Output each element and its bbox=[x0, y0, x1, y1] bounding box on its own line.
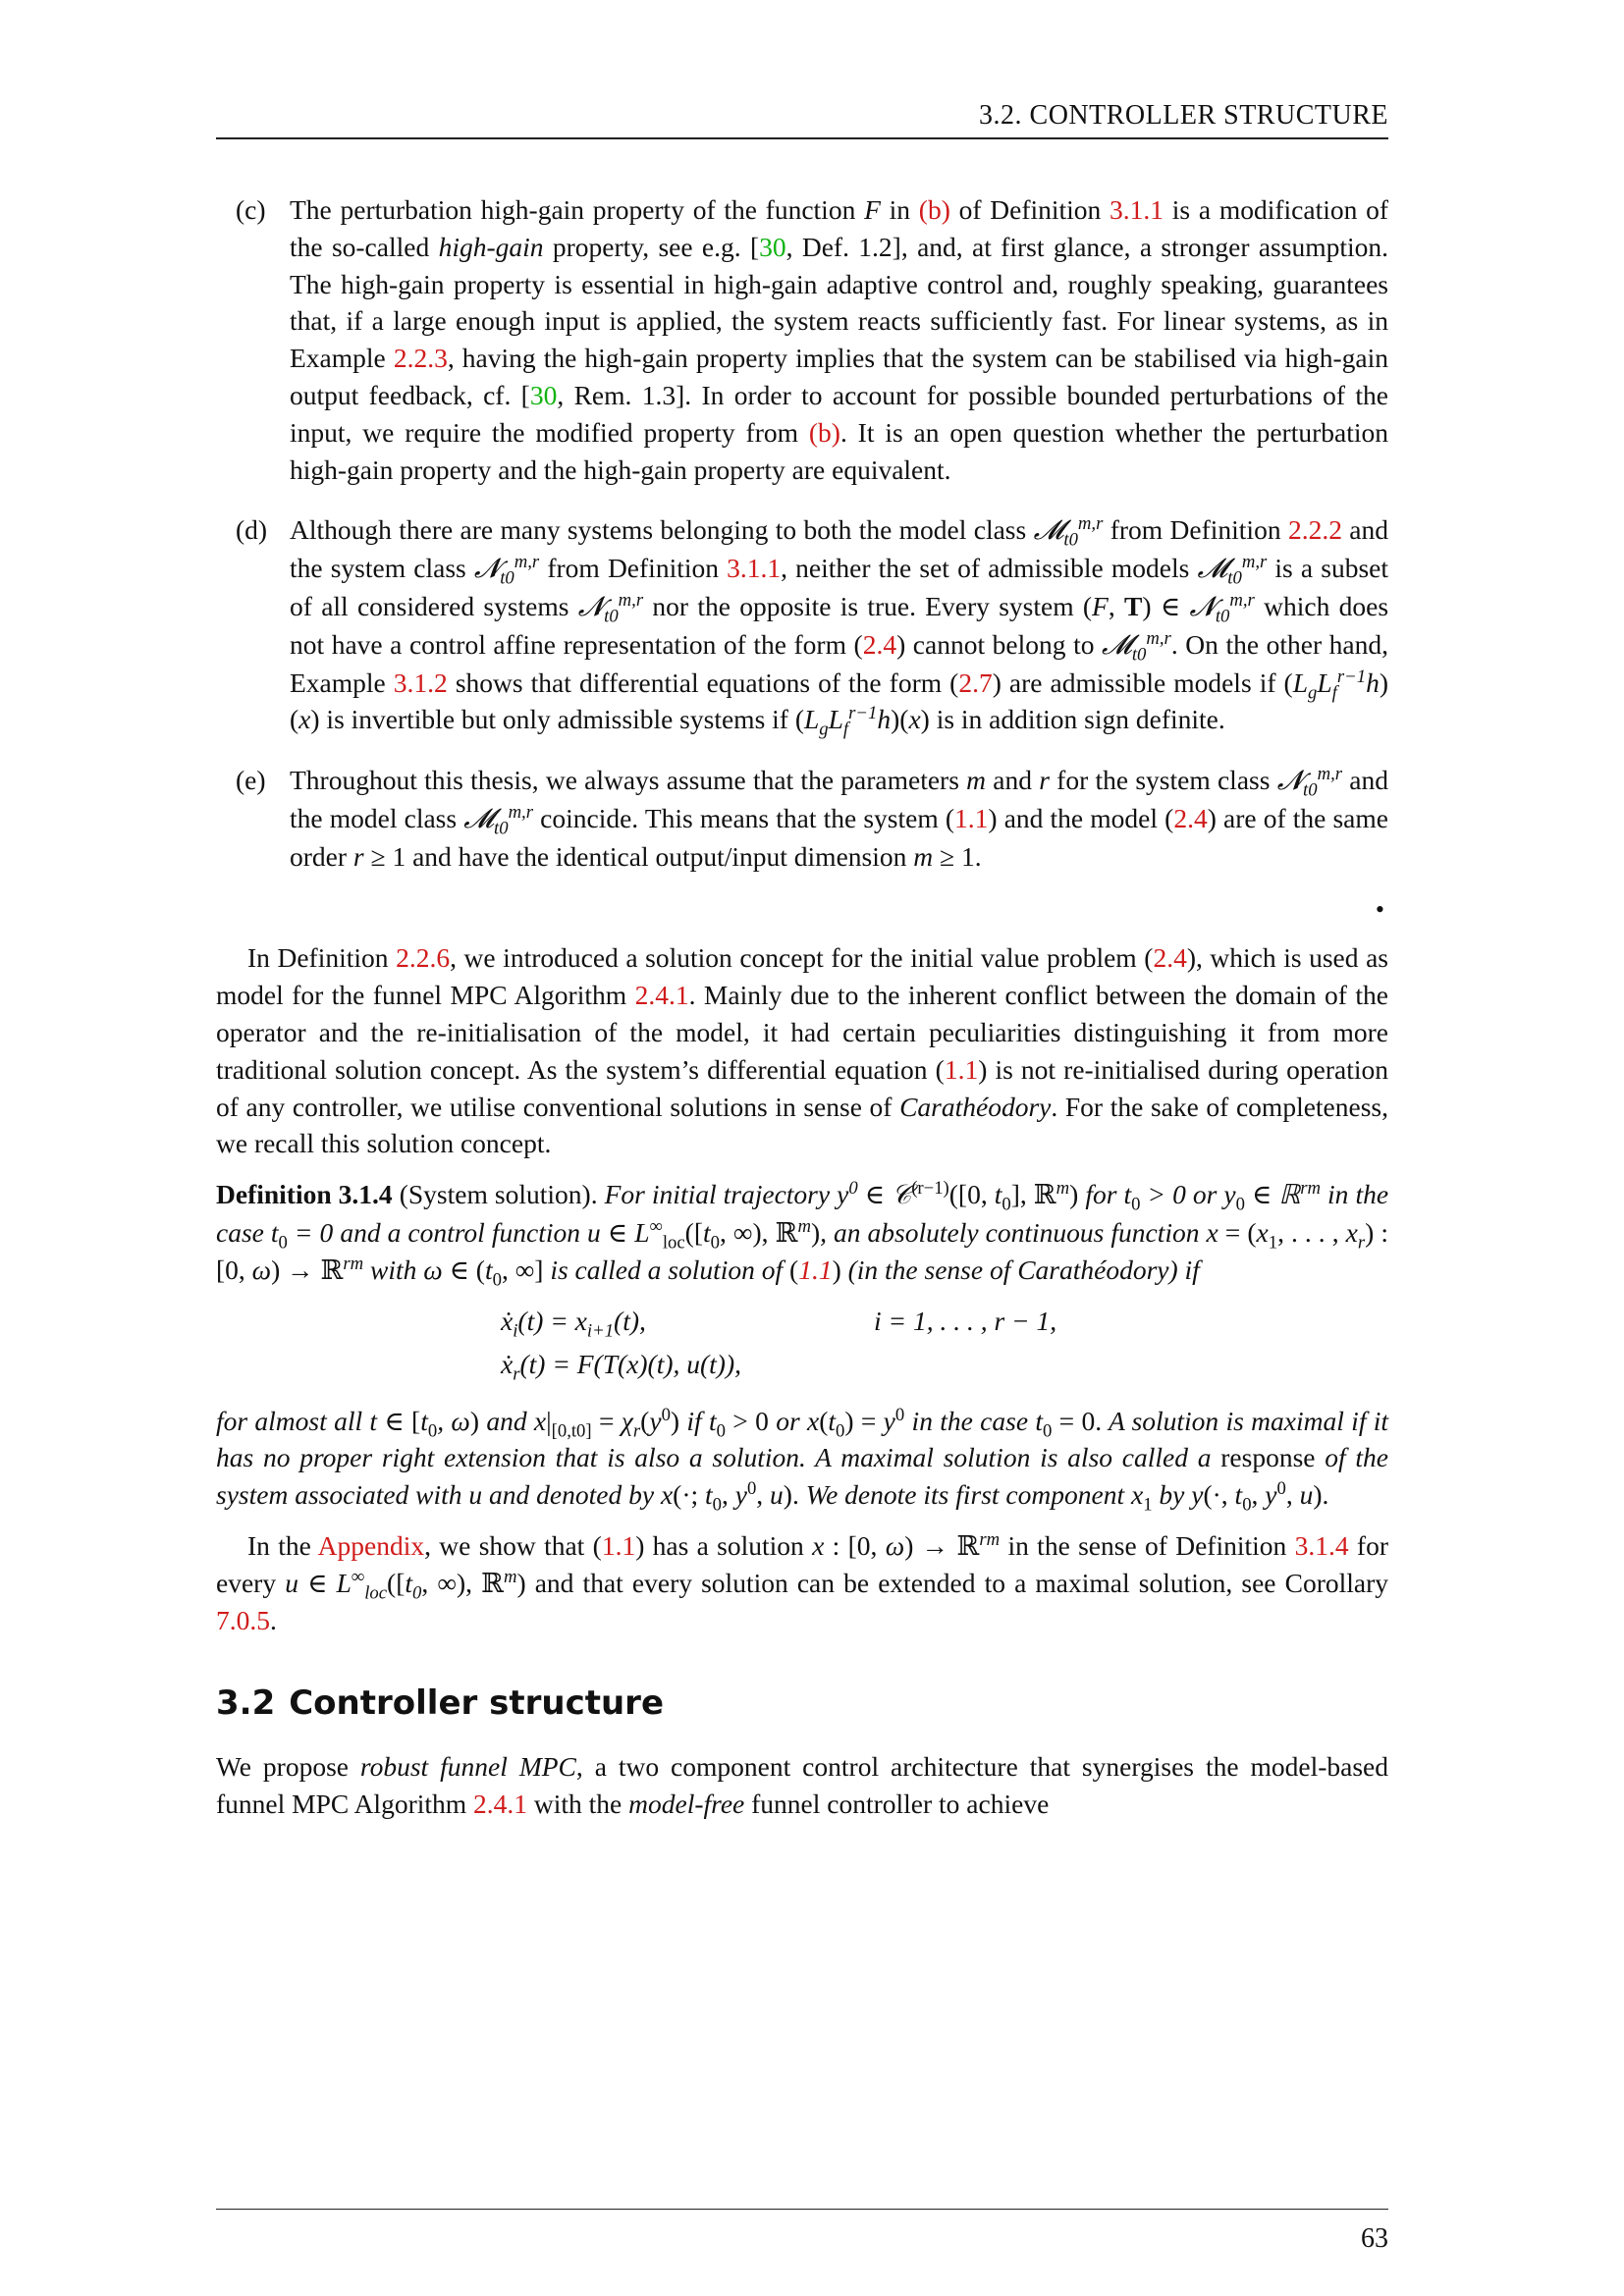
text-run: ) bbox=[469, 1405, 479, 1436]
end-of-remark-bullet: • bbox=[1375, 894, 1384, 924]
text-run: t bbox=[1234, 1479, 1243, 1511]
text-run: In Definition bbox=[247, 942, 397, 974]
text-run: , an absolutely continuous function bbox=[820, 1216, 1207, 1248]
text-run: t0 bbox=[1303, 779, 1318, 801]
text-run: ), which is used as model for the funnel MPC Algorithm bbox=[216, 942, 1388, 1011]
text-run: r bbox=[352, 840, 364, 872]
text-run: 0 bbox=[712, 1494, 722, 1516]
text-run: F bbox=[1092, 590, 1109, 621]
text-run: 𝓝 bbox=[577, 590, 605, 622]
text-run: , bbox=[756, 1479, 771, 1511]
definition-continuation bbox=[216, 1403, 1388, 1514]
text-run: t0 bbox=[494, 818, 509, 839]
text-run: ∈ ℝ bbox=[1244, 1179, 1301, 1210]
text-run: We denote its first component bbox=[798, 1479, 1131, 1511]
remark-item-c bbox=[216, 191, 1388, 488]
text-run: χ bbox=[621, 1405, 633, 1436]
text-run: ∈ bbox=[857, 1179, 893, 1210]
text-run: ( bbox=[819, 1405, 829, 1436]
page-header bbox=[216, 98, 1388, 139]
text-run: and the system class bbox=[290, 514, 1388, 584]
paragraph-appendix bbox=[216, 1527, 1388, 1638]
text-run: with bbox=[363, 1254, 424, 1285]
text-run: , bbox=[1251, 1479, 1266, 1511]
text-run: > 0 or bbox=[1140, 1179, 1224, 1210]
text-run: rm bbox=[343, 1253, 364, 1274]
remark-text bbox=[290, 762, 1388, 875]
text-run: . It is an open question whether the perturbation high-gain property and the high-gain property are equivalent. bbox=[290, 416, 1388, 485]
text-run: x bbox=[806, 1405, 820, 1436]
text-run: in bbox=[880, 194, 919, 225]
text-run: h bbox=[1366, 667, 1380, 698]
text-run: response bbox=[1220, 1442, 1316, 1473]
text-run: m bbox=[1056, 1177, 1070, 1199]
text-run: [0,t0] bbox=[551, 1420, 592, 1442]
text-run: 0 bbox=[661, 1404, 671, 1425]
text-run: t0 bbox=[1131, 644, 1147, 666]
text-run: y bbox=[1191, 1479, 1204, 1511]
text-run: m,r bbox=[508, 801, 534, 823]
text-run: t bbox=[270, 1216, 279, 1248]
text-run: u bbox=[468, 1479, 483, 1511]
text-run: , ∞] bbox=[501, 1254, 544, 1285]
equation-line-2: ẋ$_r$(t) = F(T(x)(t), u(t)), bbox=[501, 1348, 741, 1385]
text-run: ) are admissible models if ( bbox=[992, 667, 1293, 698]
text-run: u bbox=[587, 1216, 601, 1248]
text-run: A solution is maximal if it has no proper right extension that is also a solution. A maximal solution is also called a bbox=[216, 1405, 1389, 1473]
text-run: : [0, bbox=[824, 1529, 886, 1561]
text-run: ) are of the same order bbox=[290, 802, 1388, 872]
text-run: ([ bbox=[387, 1567, 406, 1598]
text-run: 1 bbox=[1268, 1232, 1278, 1254]
text-run: r bbox=[1357, 1232, 1366, 1254]
text-run: from Definition bbox=[1103, 514, 1288, 546]
text-run: ). bbox=[1313, 1479, 1329, 1511]
text-run: T bbox=[1124, 590, 1143, 621]
text-run: x bbox=[812, 1529, 825, 1561]
text-run: (in the sense of Carathéodory) if bbox=[840, 1254, 1200, 1285]
text-run[interactable]: 2.4 bbox=[862, 628, 897, 660]
text-run: if bbox=[679, 1405, 709, 1436]
text-run[interactable]: 1.1 bbox=[601, 1529, 636, 1561]
text-run: for bbox=[1078, 1179, 1124, 1210]
text-run: . For the sake of completeness, we recall this solution concept. bbox=[216, 1091, 1388, 1159]
text-run[interactable]: 7.0.5 bbox=[216, 1604, 270, 1635]
text-run[interactable]: 2.4 bbox=[1173, 802, 1208, 833]
text-run: m bbox=[503, 1566, 517, 1587]
text-run: r bbox=[1039, 765, 1050, 796]
text-run: of Definition bbox=[949, 194, 1110, 225]
text-run: ], ℝ bbox=[1010, 1179, 1056, 1210]
text-run: which does not have a control affine representation of the form ( bbox=[290, 590, 1389, 660]
text-run: )( bbox=[891, 704, 909, 735]
text-run: with the bbox=[527, 1788, 629, 1819]
text-run: t bbox=[405, 1567, 412, 1598]
text-run: , ∞), ℝ bbox=[719, 1216, 798, 1248]
text-run: ). bbox=[783, 1479, 799, 1511]
text-run: and denoted by bbox=[482, 1479, 661, 1511]
text-run[interactable]: 30 bbox=[529, 379, 558, 410]
text-run: )( bbox=[290, 667, 1388, 735]
text-run: high-gain bbox=[438, 231, 544, 262]
text-run: in the case bbox=[216, 1179, 1389, 1248]
text-run: t bbox=[369, 1405, 378, 1436]
text-run: , bbox=[721, 1479, 735, 1511]
text-run: m,r bbox=[514, 552, 540, 573]
text-run: m bbox=[913, 840, 934, 872]
text-run: u bbox=[285, 1567, 298, 1598]
text-run: ) has a solution bbox=[635, 1529, 813, 1561]
text-run: 0 bbox=[492, 1269, 502, 1291]
text-run: 0 bbox=[1276, 1477, 1286, 1499]
text-run: is a subset of all considered systems bbox=[290, 553, 1388, 621]
text-run: x bbox=[1256, 1216, 1269, 1248]
text-run: 0 bbox=[1131, 1194, 1141, 1215]
text-run: x bbox=[298, 704, 311, 735]
text-run: for the system class bbox=[1049, 765, 1277, 796]
paragraph-solution-concept bbox=[216, 939, 1388, 1162]
text-run: ) bbox=[1069, 1179, 1079, 1210]
text-run[interactable]: 1.1 bbox=[798, 1254, 833, 1285]
text-run[interactable]: 2.4.1 bbox=[634, 980, 689, 1011]
text-run: ) = bbox=[844, 1405, 884, 1436]
text-run: is a modification of the so-called bbox=[290, 194, 1389, 262]
text-run: ) ∈ bbox=[1142, 590, 1190, 621]
text-run[interactable]: 2.7 bbox=[958, 667, 993, 698]
text-run: 0 bbox=[710, 1232, 720, 1254]
text-run[interactable]: 1.1 bbox=[954, 802, 989, 833]
definition-after-text bbox=[216, 1404, 1389, 1516]
text-run: ) : [0, bbox=[216, 1216, 1388, 1285]
text-run[interactable]: 3.1.1 bbox=[727, 553, 782, 584]
text-run: y bbox=[1223, 1179, 1236, 1210]
text-run: t0 bbox=[1215, 606, 1230, 627]
text-run: nor the opposite is true. Every system ( bbox=[643, 590, 1093, 621]
text-run: ω bbox=[251, 1254, 272, 1285]
text-run: ∈ ( bbox=[442, 1254, 485, 1285]
text-run: 0 bbox=[1001, 1194, 1011, 1215]
text-run: u bbox=[1299, 1479, 1314, 1511]
text-run: u bbox=[770, 1479, 784, 1511]
text-run: , ∞), ℝ bbox=[421, 1567, 504, 1598]
text-run: , bbox=[1108, 590, 1125, 621]
text-run: ) bbox=[832, 1254, 841, 1285]
remark-label: (c) bbox=[236, 194, 266, 225]
text-run: ∈ [ bbox=[377, 1405, 421, 1436]
text-run: m,r bbox=[1317, 764, 1343, 784]
text-run: L bbox=[634, 1216, 650, 1248]
text-run: and the model class bbox=[290, 765, 1388, 833]
text-run: 𝓜 bbox=[1102, 628, 1132, 661]
text-run: L bbox=[828, 704, 843, 735]
text-run: rm bbox=[979, 1528, 1001, 1550]
text-run: x bbox=[533, 1405, 547, 1436]
text-run: for every bbox=[216, 1529, 1388, 1598]
text-run: y bbox=[649, 1405, 662, 1436]
text-run: . bbox=[270, 1604, 277, 1635]
text-run: F bbox=[864, 194, 881, 225]
text-run: 0 bbox=[1235, 1194, 1245, 1215]
text-run: 0 bbox=[894, 1404, 905, 1425]
text-run: ∞ bbox=[351, 1566, 365, 1587]
text-run: 0 bbox=[1043, 1420, 1053, 1442]
text-run[interactable]: 1.1 bbox=[944, 1053, 979, 1085]
definition-name: (System solution). bbox=[399, 1179, 598, 1210]
text-run: . Mainly due to the inherent conflict between the domain of the operator and the re-initialisation of the model, it had certain peculiarities distinguishing it from more traditional solution concept. As the system’s differential equation ( bbox=[216, 980, 1388, 1085]
text-run: ( bbox=[789, 1254, 799, 1285]
text-run: y bbox=[837, 1179, 849, 1210]
text-run: y bbox=[734, 1479, 747, 1511]
text-run: ( bbox=[640, 1405, 650, 1436]
text-run[interactable]: 2.4 bbox=[1153, 942, 1187, 974]
text-run: ) cannot belong to bbox=[896, 628, 1103, 660]
section-number: 3.2 bbox=[216, 1683, 276, 1724]
text-run: , having the high-gain property implies that the system can be stabilised via high-gain output feedback, cf. [ bbox=[290, 343, 1388, 410]
text-run: in the sense of Definition bbox=[1000, 1529, 1295, 1561]
text-run: , Def. 1.2], and, at first glance, a stronger assumption. The high-gain property is essential in high-gain adaptive control and, roughly speaking, guarantees that, if a large enough input is applied, the system reacts sufficiently fast. For linear systems, as in Example bbox=[290, 231, 1388, 374]
text-run: t0 bbox=[500, 567, 514, 589]
text-run: , bbox=[1285, 1479, 1300, 1511]
text-run: t bbox=[994, 1179, 1002, 1210]
text-run[interactable]: 3.1.4 bbox=[1294, 1529, 1349, 1561]
text-run: f bbox=[842, 719, 849, 740]
text-run: In the bbox=[247, 1529, 318, 1561]
text-run: L bbox=[1317, 667, 1332, 698]
text-run: m,r bbox=[1229, 589, 1255, 611]
text-run: and bbox=[986, 765, 1040, 796]
text-run: of the system associated with bbox=[216, 1442, 1388, 1511]
text-run: g bbox=[1308, 682, 1318, 704]
text-run: r−1 bbox=[1336, 666, 1367, 687]
text-run: m bbox=[966, 765, 987, 796]
text-run: x bbox=[1345, 1216, 1358, 1248]
text-run: ) and that every solution can be extended to a maximal solution, see Corollary bbox=[516, 1567, 1389, 1598]
text-run: , bbox=[437, 1405, 452, 1436]
text-run: = 0 and a control function bbox=[287, 1216, 588, 1248]
text-run: 0 bbox=[716, 1420, 726, 1442]
text-run: in the case bbox=[904, 1405, 1036, 1436]
text-run: 0 bbox=[412, 1582, 422, 1604]
equation-condition: i = 1, . . . , r − 1, bbox=[874, 1305, 1057, 1336]
text-run: . On the other hand, Example bbox=[290, 628, 1389, 698]
text-run: r bbox=[632, 1420, 641, 1442]
text-run: y bbox=[883, 1405, 895, 1436]
text-run: Carathéodory bbox=[899, 1091, 1052, 1122]
text-run: Although there are many systems belonging to both the model class bbox=[290, 514, 1034, 546]
paragraph-robust-funnel-mpc bbox=[216, 1748, 1388, 1823]
text-run: x bbox=[1206, 1216, 1218, 1248]
text-run: ) is in addition sign definite. bbox=[920, 704, 1225, 735]
text-run: ω bbox=[451, 1405, 470, 1436]
text-run[interactable]: 2.2.6 bbox=[396, 942, 451, 974]
text-run: ) is invertible but only admissible systems if ( bbox=[310, 704, 804, 735]
text-run: = ( bbox=[1218, 1216, 1257, 1248]
text-run: m,r bbox=[1077, 513, 1104, 535]
text-run: x bbox=[1130, 1479, 1144, 1511]
text-run: ) → ℝ bbox=[904, 1529, 980, 1561]
text-run: , neither the set of admissible models bbox=[781, 553, 1198, 584]
text-run: t bbox=[420, 1405, 428, 1436]
text-run: 0 bbox=[278, 1232, 288, 1254]
section-title: Controller structure bbox=[289, 1683, 665, 1724]
text-run: , . . . , bbox=[1277, 1216, 1346, 1248]
text-run: from Definition bbox=[539, 553, 728, 584]
text-run: shows that differential equations of the form ( bbox=[447, 667, 959, 698]
text-run: by bbox=[1152, 1479, 1192, 1511]
text-run: L bbox=[1292, 667, 1308, 698]
text-run: funnel controller to achieve bbox=[744, 1788, 1050, 1819]
text-run: 0 bbox=[1242, 1494, 1252, 1516]
text-run: 𝓜 bbox=[1033, 514, 1064, 547]
text-run: is called a solution of bbox=[543, 1254, 790, 1285]
equation-line-1: ẋ$_i$(t) = $x_{i+1}(t)$, bbox=[501, 1305, 646, 1342]
text-run: L bbox=[336, 1567, 352, 1598]
definition-block bbox=[216, 1176, 1389, 1291]
text-run: t bbox=[709, 1405, 717, 1436]
remark-item-e bbox=[216, 762, 1388, 875]
text-run: (·, bbox=[1203, 1479, 1235, 1511]
text-run: ≥ 1. bbox=[933, 840, 982, 872]
text-run: The perturbation high-gain property of the function bbox=[290, 194, 865, 225]
text-run: ([ bbox=[684, 1216, 703, 1248]
text-run: rm bbox=[1300, 1177, 1321, 1199]
text-run: 𝓜 bbox=[463, 802, 495, 834]
text-run: y bbox=[1265, 1479, 1277, 1511]
text-run: 𝒞 bbox=[892, 1179, 912, 1211]
text-run: r−1 bbox=[848, 703, 878, 724]
text-run: ) and the model ( bbox=[988, 802, 1174, 833]
text-run: ) → ℝ bbox=[271, 1254, 344, 1285]
text-run: t0 bbox=[1063, 529, 1078, 551]
text-run: g bbox=[819, 719, 829, 740]
text-run: for almost all bbox=[216, 1405, 370, 1436]
text-run: 0 bbox=[848, 1177, 858, 1199]
text-run: = bbox=[591, 1405, 622, 1436]
page-number: 63 bbox=[1361, 2223, 1388, 2254]
text-run: ω bbox=[885, 1529, 905, 1561]
text-run[interactable]: 2.2.3 bbox=[393, 343, 448, 374]
text-run: f bbox=[1331, 682, 1337, 704]
text-run: 0 bbox=[746, 1477, 757, 1499]
remark-item-d bbox=[216, 511, 1388, 738]
text-run: = 0. bbox=[1052, 1405, 1103, 1436]
text-run: m,r bbox=[1146, 627, 1171, 649]
text-run[interactable]: 2.4.1 bbox=[473, 1788, 528, 1819]
text-run: t bbox=[705, 1479, 713, 1511]
main-content bbox=[216, 191, 1388, 1837]
text-run: ([0, bbox=[948, 1179, 995, 1210]
text-run: (r−1) bbox=[911, 1177, 949, 1199]
text-run: robust funnel MPC bbox=[359, 1751, 576, 1783]
text-run: x bbox=[908, 704, 921, 735]
text-run: 𝓝 bbox=[1276, 765, 1304, 797]
text-run: > 0 bbox=[725, 1405, 769, 1436]
remark-text bbox=[290, 511, 1388, 738]
display-equations bbox=[216, 1303, 1388, 1391]
text-run: ) bbox=[670, 1405, 680, 1436]
text-run: 𝓜 bbox=[1197, 553, 1228, 585]
text-run: 0 bbox=[427, 1420, 438, 1442]
text-run: or bbox=[768, 1405, 807, 1436]
text-run: Throughout this thesis, we always assume that the parameters bbox=[290, 765, 967, 796]
text-run: ω bbox=[423, 1254, 443, 1285]
text-run: loc bbox=[364, 1582, 388, 1604]
text-run: 0 bbox=[836, 1420, 845, 1442]
text-run[interactable]: (b) bbox=[808, 416, 840, 448]
text-run: t0 bbox=[604, 606, 619, 627]
text-run: coincide. This means that the system ( bbox=[533, 802, 955, 833]
text-run: t bbox=[703, 1216, 711, 1248]
section-heading bbox=[216, 1685, 1388, 1723]
text-run: , we show that ( bbox=[424, 1529, 602, 1561]
text-run: 1 bbox=[1143, 1494, 1153, 1516]
text-run: L bbox=[803, 704, 820, 735]
text-run[interactable]: 2.2.2 bbox=[1287, 514, 1342, 546]
running-title: 3.2. CONTROLLER STRUCTURE bbox=[979, 100, 1388, 131]
text-run: t bbox=[484, 1254, 493, 1285]
remark-label: (d) bbox=[236, 514, 268, 546]
text-run: 𝓝 bbox=[1189, 590, 1216, 622]
text-run[interactable]: 3.1.2 bbox=[393, 667, 448, 698]
text-run: h bbox=[877, 704, 892, 735]
text-run: , a two component control architecture that synergises the model-based funnel MPC Algorithm bbox=[216, 1751, 1388, 1819]
text-run: m,r bbox=[1241, 552, 1268, 573]
text-run: t bbox=[1035, 1405, 1043, 1436]
remark-text bbox=[290, 191, 1388, 488]
text-run: | bbox=[546, 1405, 552, 1436]
text-run: t0 bbox=[1227, 567, 1242, 589]
remark-label: (e) bbox=[236, 765, 266, 796]
text-run[interactable]: Appendix bbox=[317, 1529, 425, 1561]
text-run: t bbox=[1123, 1179, 1132, 1210]
text-run: We propose bbox=[216, 1751, 360, 1783]
text-run: m,r bbox=[618, 589, 644, 611]
text-run: , Rem. 1.3]. In order to account for possible bounded perturbations of the input, we require the modified property from bbox=[290, 379, 1388, 448]
text-run: property, see e.g. [ bbox=[543, 231, 760, 262]
text-run: For initial trajectory bbox=[604, 1179, 838, 1210]
text-run: t bbox=[828, 1405, 837, 1436]
text-run: and bbox=[479, 1405, 534, 1436]
footer-rule bbox=[216, 2209, 1388, 2210]
text-run: ∈ bbox=[600, 1216, 635, 1248]
text-run: (·; bbox=[673, 1479, 705, 1511]
text-run[interactable]: 3.1.1 bbox=[1110, 194, 1164, 225]
text-run: model-free bbox=[628, 1788, 745, 1819]
text-run: ) is not re-initialised during operation of any controller, we utilise conventional solutions in sense of bbox=[216, 1053, 1389, 1122]
text-run: ∞ bbox=[649, 1215, 663, 1237]
text-run[interactable]: (b) bbox=[918, 194, 950, 225]
text-run: ≥ 1 and have the identical output/input dimension bbox=[363, 840, 914, 872]
definition-body bbox=[216, 1177, 1389, 1291]
text-run: , we introduced a solution concept for the initial value problem ( bbox=[450, 942, 1154, 974]
text-run[interactable]: 30 bbox=[759, 231, 786, 262]
text-run: loc bbox=[662, 1232, 685, 1254]
text-run: ∈ bbox=[298, 1567, 337, 1598]
text-run: ) bbox=[810, 1216, 821, 1248]
text-run: 𝓝 bbox=[473, 553, 501, 585]
text-run: m bbox=[797, 1215, 811, 1237]
definition-title: Definition 3.1.4 bbox=[216, 1179, 393, 1210]
text-run: x bbox=[660, 1479, 674, 1511]
